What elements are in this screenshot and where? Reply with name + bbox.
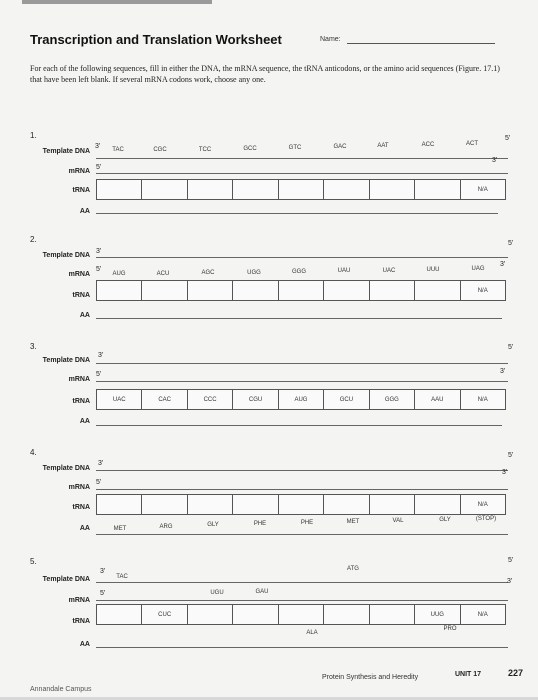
dna-codon: ATG xyxy=(347,566,359,572)
mrna-label: mRNA xyxy=(68,168,90,175)
trna-codon: GCU xyxy=(324,390,369,409)
trna-row xyxy=(96,604,506,625)
mrna-label: mRNA xyxy=(68,484,90,491)
dna-line[interactable] xyxy=(96,363,508,364)
problem-number: 2. xyxy=(30,235,37,244)
trna-box[interactable] xyxy=(415,495,460,514)
dna-3prime: 3' xyxy=(95,143,101,150)
trna-box[interactable] xyxy=(370,495,415,514)
top-decor-bar xyxy=(22,0,212,4)
mrna-codon: UUU xyxy=(426,267,440,273)
trna-box[interactable] xyxy=(233,495,278,514)
template-dna-label: Template DNA xyxy=(42,576,90,583)
aa-label: AA xyxy=(79,641,90,648)
problem-number: 4. xyxy=(30,448,37,457)
dna-3prime: 3' xyxy=(98,460,104,467)
trna-codon: UUG xyxy=(415,605,460,624)
aa-line xyxy=(96,647,508,648)
trna-codon: CAC xyxy=(142,390,187,409)
trna-stop-box: N/A xyxy=(477,501,488,508)
trna-row xyxy=(96,179,506,200)
trna-row xyxy=(96,494,506,515)
mrna-3prime: 3' xyxy=(502,469,508,476)
mrna-5prime: 5' xyxy=(100,590,106,597)
trna-codon: CCC xyxy=(188,390,233,409)
trna-box[interactable] xyxy=(142,180,187,199)
trna-box[interactable] xyxy=(279,281,324,300)
trna-box[interactable] xyxy=(324,180,369,199)
aa-value: (STOP) xyxy=(475,516,497,522)
dna-5prime: 5' xyxy=(508,240,514,247)
mrna-3prime: 3' xyxy=(500,368,506,375)
problem-number: 5. xyxy=(30,557,37,566)
aa-label: AA xyxy=(79,418,90,425)
aa-line[interactable] xyxy=(96,318,502,319)
footer-unit: UNIT 17 xyxy=(455,671,482,678)
template-dna-label: Template DNA xyxy=(42,357,90,364)
dna-line[interactable] xyxy=(96,470,508,471)
aa-value: PHE xyxy=(300,520,314,526)
template-dna-label: Template DNA xyxy=(42,465,90,472)
dna-5prime: 5' xyxy=(508,452,514,459)
trna-label: tRNA xyxy=(72,398,90,405)
mrna-line[interactable] xyxy=(96,600,508,601)
trna-box[interactable] xyxy=(142,495,187,514)
dna-codon: ACC xyxy=(421,142,435,148)
dna-codon: GAC xyxy=(333,144,347,150)
mrna-codon: UGG xyxy=(247,270,261,276)
mrna-5prime: 5' xyxy=(96,266,102,273)
mrna-label: mRNA xyxy=(68,597,90,604)
trna-box[interactable] xyxy=(233,180,278,199)
aa-value: VAL xyxy=(392,518,404,524)
dna-codon: GCC xyxy=(243,146,257,152)
trna-box[interactable] xyxy=(142,281,187,300)
mrna-line[interactable] xyxy=(96,489,508,490)
problem-number: 3. xyxy=(30,342,37,351)
trna-row xyxy=(96,280,506,301)
trna-box[interactable] xyxy=(324,605,369,624)
instructions: For each of the following sequences, fill in either the DNA, the mRNA sequence, the tRNA anticodons, or the amino acid sequences (Figure. 17.1) that have been left blank. If several mRNA codons work, choose any one. xyxy=(30,64,500,84)
dna-3prime: 3' xyxy=(96,248,102,255)
mrna-label: mRNA xyxy=(68,271,90,278)
trna-box[interactable] xyxy=(415,180,460,199)
page-number: 227 xyxy=(508,668,524,678)
trna-box[interactable] xyxy=(188,605,233,624)
dna-line xyxy=(96,158,508,159)
trna-box[interactable] xyxy=(97,495,142,514)
trna-codon: AAU xyxy=(415,390,460,409)
trna-box[interactable] xyxy=(233,605,278,624)
aa-line[interactable] xyxy=(96,213,498,214)
dna-codon: TAC xyxy=(116,574,128,580)
trna-label: tRNA xyxy=(72,504,90,511)
mrna-codon: UAG xyxy=(471,266,485,272)
trna-box[interactable] xyxy=(97,281,142,300)
mrna-codon: UAC xyxy=(382,268,396,274)
trna-stop-box: N/A xyxy=(477,611,488,618)
mrna-codon: GGG xyxy=(291,269,306,275)
trna-box[interactable] xyxy=(279,605,324,624)
trna-box[interactable] xyxy=(324,281,369,300)
dna-line[interactable] xyxy=(96,582,508,583)
footer-campus: Annandale Campus xyxy=(30,686,92,693)
trna-label: tRNA xyxy=(72,618,90,625)
trna-box[interactable] xyxy=(188,281,233,300)
mrna-codon: UAU xyxy=(337,268,351,274)
trna-box[interactable] xyxy=(97,180,142,199)
trna-box[interactable] xyxy=(188,180,233,199)
mrna-codon: UGU xyxy=(210,590,224,596)
aa-value: PRO xyxy=(443,626,457,632)
trna-label: tRNA xyxy=(72,187,90,194)
mrna-3prime: 3' xyxy=(500,261,506,268)
aa-label: AA xyxy=(79,525,90,532)
trna-box[interactable] xyxy=(324,495,369,514)
trna-box[interactable] xyxy=(370,281,415,300)
mrna-5prime: 5' xyxy=(96,371,102,378)
mrna-codon: AGC xyxy=(201,270,215,276)
trna-box[interactable] xyxy=(233,281,278,300)
aa-value: ALA xyxy=(306,630,318,636)
dna-3prime: 3' xyxy=(98,352,104,359)
aa-line xyxy=(96,534,508,535)
mrna-5prime: 5' xyxy=(96,164,102,171)
aa-value: ARG xyxy=(159,524,173,530)
trna-row xyxy=(96,389,506,410)
trna-label: tRNA xyxy=(72,292,90,299)
aa-label: AA xyxy=(79,312,90,319)
mrna-label: mRNA xyxy=(68,376,90,383)
trna-stop-box: N/A xyxy=(477,287,488,294)
mrna-line[interactable] xyxy=(96,173,508,174)
mrna-codon: ACU xyxy=(156,271,170,277)
trna-box[interactable] xyxy=(370,180,415,199)
mrna-line[interactable] xyxy=(96,381,508,382)
mrna-5prime: 5' xyxy=(96,479,102,486)
aa-value: GLY xyxy=(439,517,451,523)
mrna-3prime: 3' xyxy=(507,578,513,585)
dna-codon: AAT xyxy=(377,143,389,149)
trna-box[interactable] xyxy=(370,605,415,624)
trna-codon: UAC xyxy=(97,390,142,409)
footer-chapter: Protein Synthesis and Heredity xyxy=(322,674,419,681)
trna-stop-box: N/A xyxy=(477,186,488,193)
trna-codon: CGU xyxy=(233,390,278,409)
dna-codon: CGC xyxy=(153,147,167,153)
dna-5prime: 5' xyxy=(508,557,514,564)
trna-stop-box: N/A xyxy=(477,396,488,403)
aa-label: AA xyxy=(79,208,90,215)
aa-line[interactable] xyxy=(96,425,502,426)
problem-number: 1. xyxy=(30,131,37,140)
dna-codon: TCC xyxy=(198,147,212,153)
page-title: Transcription and Translation Worksheet xyxy=(30,32,282,47)
dna-5prime: 5' xyxy=(508,344,514,351)
trna-box[interactable] xyxy=(279,180,324,199)
mrna-codon: GAU xyxy=(255,589,269,595)
dna-codon: ACT xyxy=(466,141,478,147)
aa-value: MET xyxy=(113,526,127,532)
mrna-codon: AUG xyxy=(112,271,126,277)
trna-box[interactable] xyxy=(415,281,460,300)
trna-codon: AUG xyxy=(279,390,324,409)
trna-box[interactable] xyxy=(97,605,142,624)
aa-value: GLY xyxy=(207,522,219,528)
aa-value: MET xyxy=(346,519,360,525)
aa-value: PHE xyxy=(253,521,267,527)
trna-box[interactable] xyxy=(279,495,324,514)
dna-codon: GTC xyxy=(288,145,302,151)
trna-codon: GGG xyxy=(370,390,415,409)
trna-codon: CUC xyxy=(142,605,187,624)
dna-3prime: 3' xyxy=(100,568,106,575)
name-label: Name: xyxy=(320,36,341,43)
trna-box[interactable] xyxy=(188,495,233,514)
dna-5prime: 5' xyxy=(505,135,511,142)
dna-line[interactable] xyxy=(96,257,508,258)
template-dna-label: Template DNA xyxy=(42,148,90,155)
template-dna-label: Template DNA xyxy=(42,252,90,259)
dna-codon: TAC xyxy=(112,147,124,153)
name-field-line[interactable] xyxy=(347,43,495,44)
mrna-3prime: 3' xyxy=(492,157,498,164)
